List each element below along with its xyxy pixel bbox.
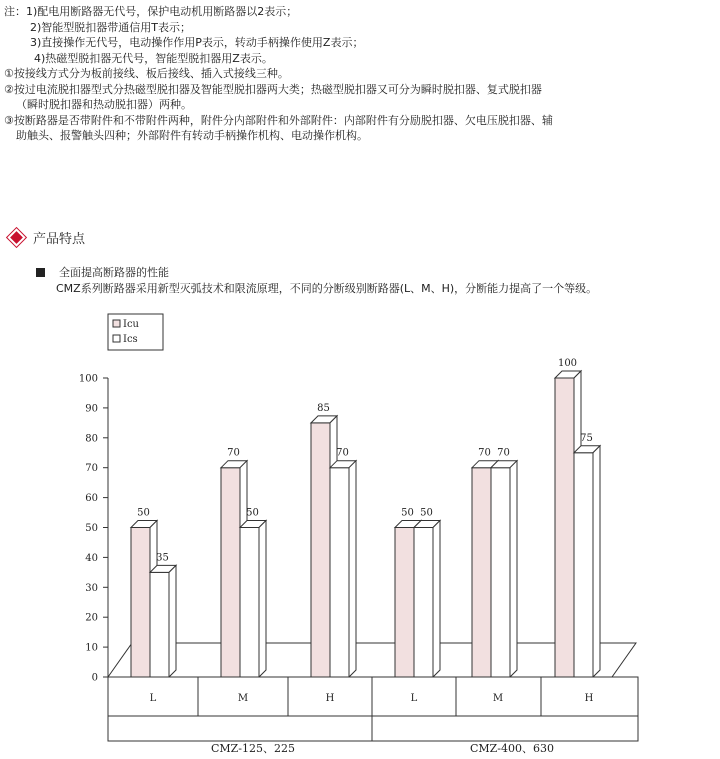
y-tick-label: 70 [85, 463, 98, 475]
bar [330, 468, 349, 677]
bar-value-label: 50 [420, 507, 433, 519]
category-label: H [584, 693, 594, 704]
legend-swatch [113, 335, 120, 342]
y-tick-label: 100 [78, 373, 98, 385]
y-tick-label: 30 [85, 582, 98, 594]
bar-value-label: 50 [401, 507, 414, 519]
legend-label: Ics [123, 334, 138, 345]
note-line: 4)热磁型脱扣器无代号，智能型脱扣器用Z表示。 [34, 51, 273, 65]
bar-value-label: 50 [246, 507, 259, 519]
group-label: CMZ-125、225 [210, 742, 296, 755]
category-label: L [149, 693, 157, 704]
bar-value-label: 75 [580, 432, 593, 444]
y-tick-label: 10 [85, 642, 98, 654]
y-tick-label: 40 [85, 552, 98, 564]
bar-side-face [169, 565, 176, 677]
bar-side-face [349, 461, 356, 677]
bar [555, 378, 574, 677]
y-tick-label: 20 [85, 612, 98, 624]
section-title [8, 228, 85, 247]
bar [472, 468, 491, 677]
bar-value-label: 85 [317, 402, 330, 414]
bar [131, 528, 150, 678]
notes-block [4, 4, 716, 144]
legend-label: Icu [123, 319, 139, 330]
note-line: ①按接线方式分为板前接线、板后接线、插入式接线三种。 [4, 67, 289, 80]
note-line: 3)直接操作无代号，电动操作作用P表示，转动手柄操作使用Z表示； [30, 36, 364, 49]
note-line: 注：1)配电用断路器无代号，保护电动机用断路器以2表示； [4, 5, 298, 18]
bar-series [131, 371, 600, 677]
feature-description: CMZ系列断路器采用新型灭弧技术和限流原理，不同的分断级别断路器(L、M、H)，分断能力提高了一个等级。 [56, 282, 598, 295]
diamond-icon [10, 231, 23, 244]
note-line: ②按过电流脱扣器型式分热磁型脱扣器及智能型脱扣器两大类；热磁型脱扣器又可分为瞬时脱扣器、复式脱扣器 [4, 82, 542, 96]
bar-value-label: 70 [478, 447, 491, 459]
bar-side-face [433, 521, 440, 678]
note-line: ③按断路器是否带附件和不带附件两种，附件分内部附件和外部附件：内部附件有分励脱扣器、欠电压脱扣器、辅 [4, 113, 553, 127]
y-tick-label: 80 [85, 433, 98, 445]
feature-block [36, 265, 597, 297]
bar [414, 528, 433, 678]
note-line: 助触头、报警触头四种；外部附件有转动手柄操作机构、电动操作机构。 [16, 129, 368, 142]
category-label: M [492, 693, 504, 704]
note-prefix: 注： [4, 5, 26, 18]
bar [491, 468, 510, 677]
category-label: M [237, 693, 249, 704]
section-title-text: 产品特点 [33, 232, 86, 247]
bar-value-label: 100 [557, 358, 578, 369]
feature-heading: 全面提高断路器的性能 [59, 266, 169, 279]
bar [150, 572, 169, 677]
bar [221, 468, 240, 677]
bar [240, 528, 259, 678]
note-line: （瞬时脱扣器和热动脱扣器）两种。 [16, 98, 192, 111]
bar-value-label: 70 [497, 447, 510, 459]
bar [574, 453, 593, 677]
breaking-capacity-chart [0, 300, 720, 759]
category-label: H [325, 693, 335, 704]
bar-value-label: 70 [336, 447, 349, 459]
y-tick-label: 50 [85, 523, 98, 534]
y-tick-label: 60 [85, 493, 98, 505]
y-tick-label: 0 [91, 672, 98, 684]
y-tick-label: 90 [85, 403, 98, 415]
bar [311, 423, 330, 677]
square-bullet-icon [36, 268, 45, 277]
bar-value-label: 35 [156, 552, 169, 564]
bar-value-label: 70 [227, 447, 240, 459]
bar [395, 528, 414, 678]
bar-side-face [259, 521, 266, 678]
bar-side-face [593, 446, 600, 677]
group-label: CMZ-400、630 [469, 742, 555, 755]
note-line: 2)智能型脱扣器带通信用T表示； [30, 20, 192, 34]
bar-value-label: 50 [137, 507, 150, 519]
bar-side-face [510, 461, 517, 677]
category-table [108, 677, 638, 741]
category-label: L [410, 693, 418, 704]
legend-swatch [113, 320, 120, 327]
